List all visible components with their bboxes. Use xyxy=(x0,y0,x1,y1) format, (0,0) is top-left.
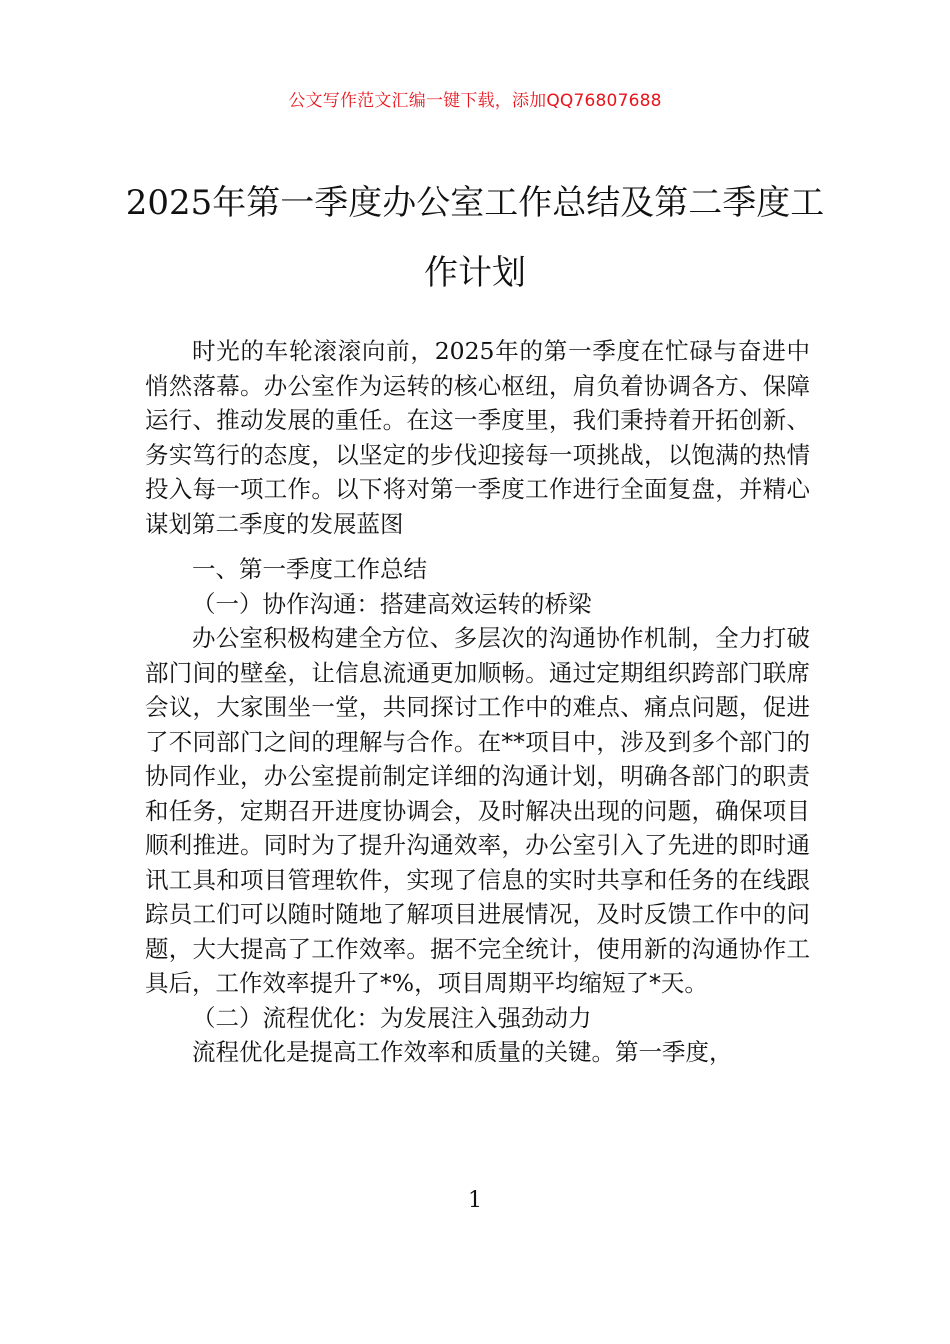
subsection-heading-2: （二）流程优化：为发展注入强劲动力 xyxy=(192,1003,592,1032)
section-one xyxy=(145,552,810,1070)
subsection-paragraph-2: 流程优化是提高工作效率和质量的关键。第一季度， xyxy=(192,1038,733,1066)
subsection-heading-1: （一）协作沟通：搭建高效运转的桥梁 xyxy=(192,589,592,618)
intro-block xyxy=(145,334,810,541)
section-heading: 一、第一季度工作总结 xyxy=(192,555,427,583)
page-number: 1 xyxy=(468,1188,482,1213)
download-banner: 公文写作范文汇编一键下载，添加QQ76807688 xyxy=(288,91,662,111)
document-title: 2025年第一季度办公室工作总结及第二季度工作计划 xyxy=(125,183,825,293)
intro-paragraph: 时光的车轮滚滚向前，2025年的第一季度在忙碌与奋进中悄然落幕。办公室作为运转的核心枢纽，肩负着协调各方、保障运行、推动发展的重任。在这一季度里，我们秉持着开拓创新、务实笃行的态度，以坚定的步伐迎接每一项挑战，以饱满的热情投入每一项工作。以下将对第一季度工作进行全面复盘，并精心谋划第二季度的发展蓝图 xyxy=(145,337,810,538)
subsection-paragraph-1: 办公室积极构建全方位、多层次的沟通协作机制，全力打破部门间的壁垒，让信息流通更加顺畅。通过定期组织跨部门联席会议，大家围坐一堂，共同探讨工作中的难点、痛点问题，促进了不同部门之间的理解与合作。在**项目中，涉及到多个部门的协同作业，办公室提前制定详细的沟通计划，明确各部门的职责和任务，定期召开进度协调会，及时解决出现的问题，确保项目顺利推进。同时为了提升沟通效率，办公室引入了先进的即时通讯工具和项目管理软件，实现了信息的实时共享和任务的在线跟踪员工们可以随时随地了解项目进展情况，及时反馈工作中的问题，大大提高了工作效率。据不完全统计，使用新的沟通协作工具后，工作效率提升了*%，项目周期平均缩短了*天。 xyxy=(145,624,810,997)
